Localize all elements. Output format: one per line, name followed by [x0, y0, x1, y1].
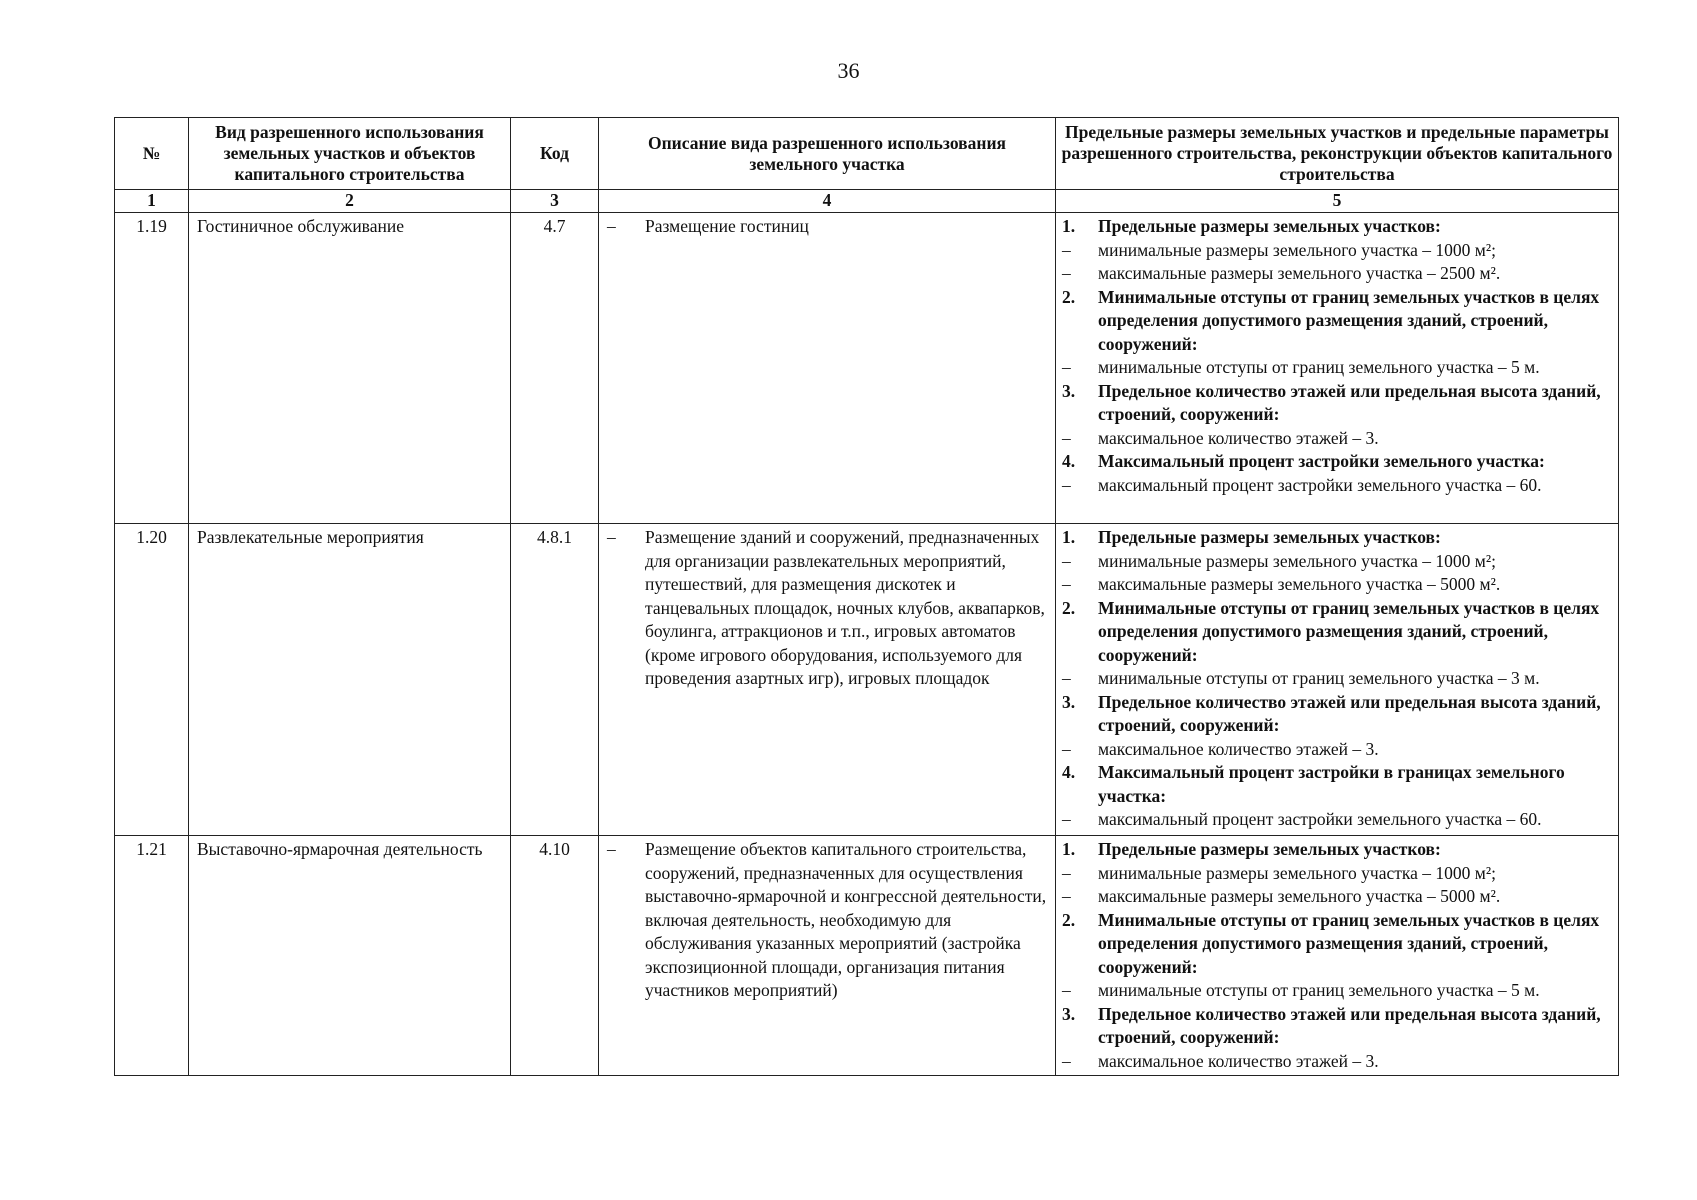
param-number: 4. — [1062, 762, 1076, 782]
dash-marker: – — [1062, 474, 1071, 495]
param-heading — [1062, 450, 1614, 474]
param-item-text: минимальные размеры земельного участка – 1000 м²; — [1098, 239, 1496, 260]
param-heading-text: Предельные размеры земельных участков: — [1098, 527, 1441, 547]
param-number: 1. — [1062, 216, 1076, 236]
dash-marker: – — [1062, 862, 1071, 883]
header-type: Вид разрешенного использования земельных участков и объектов капитального строительства — [189, 118, 511, 190]
param-item — [1062, 885, 1614, 909]
column-number: 5 — [1056, 190, 1619, 213]
param-item — [1062, 356, 1614, 380]
dash-marker: – — [1062, 886, 1071, 906]
table-row — [115, 213, 1619, 524]
column-number: 3 — [511, 190, 599, 213]
param-item — [1062, 738, 1614, 762]
param-heading — [1062, 380, 1614, 427]
param-item — [1062, 239, 1614, 263]
table-row — [115, 836, 1619, 1076]
use-description-cell — [599, 836, 1056, 1076]
row-number: 1.21 — [115, 836, 189, 1076]
use-type-name: Гостиничное обслуживание — [189, 213, 511, 524]
dash-marker: – — [1062, 263, 1071, 283]
param-heading — [1062, 691, 1614, 738]
dash-marker: – — [1062, 668, 1071, 688]
param-heading — [1062, 838, 1614, 862]
param-heading — [1062, 526, 1614, 550]
land-use-table — [114, 117, 1619, 1076]
row-number: 1.20 — [115, 524, 189, 836]
param-number: 3. — [1062, 691, 1076, 712]
header-row — [115, 118, 1619, 190]
param-heading-text: Предельные размеры земельных участков: — [1098, 839, 1441, 859]
dash-marker: – — [1062, 738, 1071, 759]
header-num: № — [115, 118, 189, 190]
dash-marker: – — [607, 216, 616, 236]
param-heading-text: Минимальные отступы от границ земельных участков в целях определения допустимого размещения зданий, строений, сооружений: — [1098, 597, 1600, 665]
header-description: Описание вида разрешенного использования земельного участка — [599, 118, 1056, 190]
params-cell — [1056, 213, 1619, 524]
param-item-text: максимальное количество этажей – 3. — [1098, 427, 1379, 448]
use-type-name: Выставочно-ярмарочная деятельность — [189, 836, 511, 1076]
param-heading-text: Минимальные отступы от границ земельных участков в целях определения допустимого размещения зданий, строений, сооружений: — [1098, 286, 1600, 354]
use-description: Размещение зданий и сооружений, предназначенных для организации развлекательных мероприятий, путешествий, для размещения дискотек и танцевальных площадок, ночных клубов, аквапарков, боулинга, аттракционов и т.п., игровых автоматов (кроме игрового оборудования, используемого для проведения азартных игр), игровых площадок — [645, 527, 1045, 688]
dash-marker: – — [607, 527, 616, 547]
param-heading — [1062, 1003, 1614, 1050]
page-number: 36 — [837, 58, 860, 83]
param-item-text: максимальные размеры земельного участка – 2500 м². — [1098, 263, 1501, 283]
param-item-text: максимальный процент застройки земельного участка – 60. — [1098, 809, 1542, 829]
param-item — [1062, 979, 1614, 1003]
param-item — [1062, 550, 1614, 574]
param-item — [1062, 1050, 1614, 1074]
dash-marker: – — [1062, 980, 1071, 1000]
param-item-text: максимальный процент застройки земельного участка – 60. — [1098, 474, 1542, 495]
param-item-text: минимальные размеры земельного участка – 1000 м²; — [1098, 862, 1496, 883]
dash-marker: – — [1062, 550, 1071, 571]
dash-marker: – — [607, 839, 616, 859]
dash-marker: – — [1062, 239, 1071, 260]
params-cell — [1056, 836, 1619, 1076]
use-code: 4.7 — [511, 213, 599, 524]
param-heading — [1062, 597, 1614, 668]
params-cell — [1056, 524, 1619, 836]
param-number: 3. — [1062, 1003, 1076, 1024]
param-item — [1062, 862, 1614, 886]
param-heading — [1062, 761, 1614, 808]
header-params: Предельные размеры земельных участков и предельные параметры разрешенного строительства, реконструкции объектов капитального строительства — [1056, 118, 1619, 190]
param-heading-text: Минимальные отступы от границ земельных участков в целях определения допустимого размещения зданий, строений, сооружений: — [1098, 909, 1600, 977]
column-number: 1 — [115, 190, 189, 213]
param-item-text: максимальные размеры земельного участка – 5000 м². — [1098, 574, 1501, 594]
param-heading-text: Максимальный процент застройки в границах земельного участка: — [1098, 762, 1565, 806]
param-item-text: минимальные отступы от границ земельного участка – 3 м. — [1098, 668, 1540, 688]
header-code: Код — [511, 118, 599, 190]
param-heading-text: Максимальный процент застройки земельного участка: — [1098, 451, 1545, 471]
dash-marker: – — [1062, 574, 1071, 594]
table-row — [115, 524, 1619, 836]
param-item-text: максимальное количество этажей – 3. — [1098, 738, 1379, 759]
param-number: 1. — [1062, 839, 1076, 859]
param-heading-text: Предельное количество этажей или предельная высота зданий, строений, сооружений: — [1098, 380, 1601, 424]
param-number: 2. — [1062, 286, 1076, 307]
param-heading — [1062, 215, 1614, 239]
param-number: 1. — [1062, 527, 1076, 547]
use-description: Размещение гостиниц — [645, 216, 809, 236]
param-item — [1062, 808, 1614, 832]
param-item-text: минимальные отступы от границ земельного участка – 5 м. — [1098, 357, 1540, 377]
row-number: 1.19 — [115, 213, 189, 524]
param-item-text: минимальные отступы от границ земельного участка – 5 м. — [1098, 980, 1540, 1000]
param-number: 2. — [1062, 909, 1076, 930]
column-number-row — [115, 190, 1619, 213]
param-item — [1062, 474, 1614, 498]
dash-marker: – — [1062, 427, 1071, 448]
param-heading-text: Предельное количество этажей или предельная высота зданий, строений, сооружений: — [1098, 691, 1601, 735]
use-description: Размещение объектов капитального строительства, сооружений, предназначенных для осуществления выставочно-ярмарочной и конгрессной деятельности, включая деятельность, необходимую для обслуживания указанных мероприятий (застройка экспозиционной площади, организация питания участников мероприятий) — [645, 839, 1047, 1000]
param-item — [1062, 427, 1614, 451]
param-item-text: минимальные размеры земельного участка – 1000 м²; — [1098, 550, 1496, 571]
param-item-text: максимальное количество этажей – 3. — [1098, 1050, 1379, 1071]
param-number: 2. — [1062, 597, 1076, 618]
param-heading-text: Предельные размеры земельных участков: — [1098, 216, 1441, 236]
param-item — [1062, 262, 1614, 286]
use-code: 4.10 — [511, 836, 599, 1076]
param-heading-text: Предельное количество этажей или предельная высота зданий, строений, сооружений: — [1098, 1003, 1601, 1047]
use-description-cell — [599, 524, 1056, 836]
param-number: 4. — [1062, 451, 1076, 471]
dash-marker: – — [1062, 357, 1071, 377]
dash-marker: – — [1062, 1050, 1071, 1071]
dash-marker: – — [1062, 809, 1071, 829]
use-description-cell — [599, 213, 1056, 524]
param-item-text: максимальные размеры земельного участка – 5000 м². — [1098, 886, 1501, 906]
use-code: 4.8.1 — [511, 524, 599, 836]
param-item — [1062, 573, 1614, 597]
param-heading — [1062, 909, 1614, 980]
column-number: 2 — [189, 190, 511, 213]
param-number: 3. — [1062, 380, 1076, 401]
param-item — [1062, 667, 1614, 691]
column-number: 4 — [599, 190, 1056, 213]
use-type-name: Развлекательные мероприятия — [189, 524, 511, 836]
param-heading — [1062, 286, 1614, 357]
